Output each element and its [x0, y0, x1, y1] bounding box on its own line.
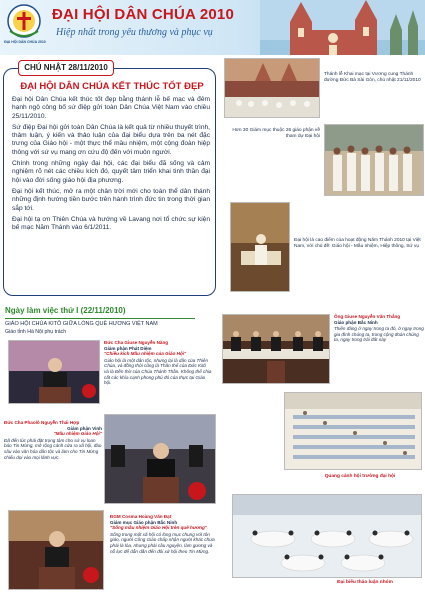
- header-banner: [0, 0, 425, 55]
- divider: [5, 318, 195, 319]
- speaker-role: Giám phận Vinh: [67, 425, 102, 431]
- photo-hall: [284, 392, 422, 470]
- speaker-role: Giám mục Giáo phận Bắc Ninh: [110, 519, 178, 525]
- speaker-block-hop: [4, 420, 102, 460]
- speaker-talk: "Chiều kích Mầu nhiệm của Giáo Hội": [104, 351, 187, 357]
- summary-paragraph: Đại hội tạ ơn Thiên Chúa và hướng về Lavang nơi tổ chức sự kiện bế mạc Năm Thánh vào 6/1/2011.: [12, 215, 210, 232]
- summary-box: [3, 68, 216, 296]
- speaker-quote: Đã đến lúc phải đặt trọng tâm cho sứ vụ loan báo Tin Mừng, mở rộng cánh cửa ra xã hội, đào sâu vào văn hóa dân tộc và làm cho Tin Mừng chiếu dọi vào mọi lãnh vực.: [4, 437, 102, 460]
- speaker-block-thang: [334, 314, 424, 343]
- speaker-talk: "Sống mầu nhiệm Giáo Hội trên quê hương": [110, 525, 207, 531]
- summary-body: [12, 96, 210, 235]
- summary-paragraph: Đại hội Dân Chúa kết thúc tốt đẹp bằng thánh lễ bế mạc và đêm hạnh ngộ công bố sứ điệp gửi toàn Dân Chúa Việt Nam vào chiều 25/11/2010.: [12, 96, 210, 120]
- summary-heading: ĐẠI HỘI DÂN CHÚA KẾT THÚC TỐT ĐẸP: [20, 81, 204, 92]
- summary-paragraph: Chính trong những ngày đại hội, các đại biểu đã sống và cảm nghiệm rõ nét các chiều kích đó, quyết tâm triển khai tinh thần đại hội vào đời sống giáo hội địa phương.: [12, 160, 210, 184]
- speaker-name: Ông Giuse Nguyễn Văn Thắng: [334, 314, 401, 319]
- summary-paragraph: Đại hội kết thúc, mở ra một chân trời mới cho toàn thể dân thánh những định hướng tiền bước trên hành trình đức tin trong thời gian sắp tới.: [12, 187, 210, 212]
- photo-caption: Đại biểu thảo luận nhóm: [337, 580, 393, 585]
- speaker-quote: Thiên đàng ở ngay trong ta đó, ở ngay trong gia đình chúng ta, trong cộng đoàn chúng ta, ngay trong trái đất này: [334, 326, 424, 343]
- speaker-quote: Sống trong một xã hội có lòng mục chung với tôn giáo, người Công Giáo chấp nhận người khác chưa phải là lòa, nhưng phải cầu nguyện, làm gương và nỗ lực để dẫn dắn đến đôi xử hội theo Tin Mừng.: [110, 531, 215, 554]
- photo-caption: Thánh lễ Khai mạc tại Vương cung Thánh đường Đức Bà Sài Gòn, chủ nhật 21/11/2010: [324, 72, 421, 83]
- day-one-title: Ngày làm việc thứ I (22/11/2010): [5, 306, 126, 315]
- speaker-name: Đức Cha Phaolô Nguyễn Thái Hợp: [4, 420, 80, 425]
- speaker-role: Giáo phận Bắc Ninh: [334, 319, 378, 325]
- photo-speaker-hop: [104, 414, 216, 504]
- day-one-organizer: Giáo tỉnh Hà Nội phụ trách: [5, 329, 67, 335]
- photo-speaker-nang: [8, 340, 100, 404]
- page-title: ĐẠI HỘI DÂN CHÚA 2010: [52, 6, 235, 23]
- photo-opening-mass: [224, 58, 320, 118]
- date-badge: CHÚ NHẬT 28/11/2010: [18, 60, 114, 76]
- logo-caption: ĐẠI HỘI DÂN CHÚA 2010: [4, 40, 46, 44]
- speaker-block-nang: [104, 340, 212, 386]
- photo-speaker-dat: [8, 510, 104, 590]
- speaker-block-dat: [110, 514, 218, 554]
- photo-bishops: [324, 124, 424, 196]
- speaker-name: ĐGM Cosma Hoàng Văn Đạt: [110, 514, 172, 519]
- cathedral-illustration: [260, 0, 425, 55]
- speaker-talk: "Mầu nhiệm Giáo Hội": [53, 431, 102, 437]
- photo-caption: Hơn 30 Giám mục thuộc 26 giáo phận về tham dự Đại hội: [232, 128, 320, 139]
- photo-caption: Quang cảnh hội trường đại hội: [324, 474, 396, 479]
- speaker-role: Giám phận Phát Diệm: [104, 345, 152, 351]
- photo-group-discussion: [232, 494, 422, 578]
- day-one-subtitle: GIÁO HỘI CHÚA KITÔ GIỮA LÒNG QUÊ HƯƠNG VIỆT NAM: [5, 321, 158, 327]
- photo-altar: [230, 202, 290, 292]
- page-subtitle: Hiệp nhất trong yêu thương và phục vụ: [56, 27, 213, 38]
- photo-caption: Đại hội là cao điểm của hoạt động Năm Thánh 2010 tại Việt Nam, với chủ đề: Giáo hội - Mầu nhiệm, Hiệp thông, Sứ vụ: [294, 238, 421, 249]
- speaker-quote: Giáo hội là một dân tộc, nhưng lại là dân của Thiên Chúa, và đồng thời cũng là Thân thể của Đức Kitô và là Đền thờ của Chúa Thánh Thần. Không thể chia cắt các khía cạnh phong phú đó của thực tại Giáo hội.: [104, 357, 212, 386]
- summary-paragraph: Sứ điệp Đại hội gởi toàn Dân Chúa là kết quả từ nhiều thuyết trình, thảm luận, ý kiến và thảo luận của đại biểu dựa trên ba nét đặc trưng của Giáo hội - một thực thể mầu nhiệm, một cộng đoàn hiệp thông với sứ vụ mang ơn cứu độ đến với muôn người.: [12, 123, 210, 156]
- speaker-name: Đức Cha Giuse Nguyễn Năng: [104, 340, 169, 345]
- photo-speaker-thang: [222, 314, 330, 384]
